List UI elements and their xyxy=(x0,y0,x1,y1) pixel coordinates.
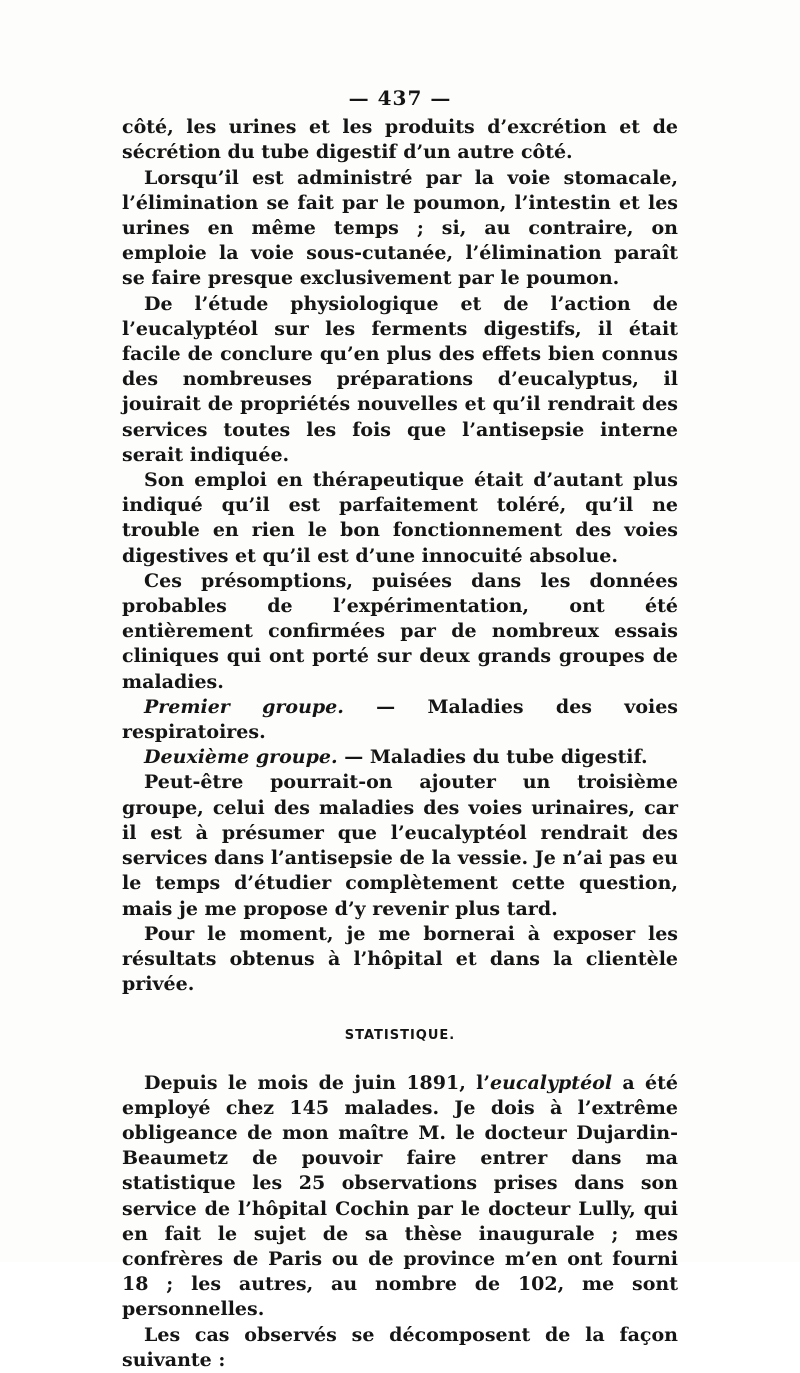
paragraph-presumptions: Ces présomptions, puisées dans les données probables de l’expérimentation, ont été entièrement confirmées par de nombreux essais cliniques qui ont porté sur deux grands groupes de maladies. xyxy=(122,569,678,693)
group-two-text: — Maladies du tube digestif. xyxy=(337,746,648,769)
group-two xyxy=(122,745,678,770)
paragraph-physiology: De l’étude physiologique et de l’action de l’eucalyptéol sur les ferments digestifs, il était facile de conclure qu’en plus des effets bien connus des nombreuses préparations d’eucalyptus, il jouirait de propriétés nouvelles et qu’il rendrait des services toutes les fois que l’antisepsie interne serait indiquée. xyxy=(122,292,678,466)
paragraph-therapeutics: Son emploi en thérapeutique était d’autant plus indiqué qu’il est parfaitement toléré, qu’il ne trouble en rien le bon fonctionnement des voies digestives et qu’il est d’une innocuité absolue. xyxy=(122,469,678,567)
statistics-text-end: a été employé chez 145 malades. Je dois à l’extrême obligeance de mon maître M. le docteur Dujardin-Beaumetz de pouvoir faire entrer dans ma statistique les 25 observations prises dans son service de l’hôpital Cochin par le docteur Lully, qui en fait le sujet de sa thèse inaugurale ; mes confrères de Paris ou de province m’en ont fourni 18 ; les autres, au nombre de 102, me sont personnelles. xyxy=(122,1071,679,1321)
group-one-label: Premier groupe. xyxy=(144,695,344,718)
section-heading: STATISTIQUE. xyxy=(344,1028,456,1044)
paragraph-continuation: côté, les urines et les produits d’excrétion et de sécrétion du tube digestif d’un autre côté. xyxy=(122,116,678,164)
page-number: — 437 — xyxy=(348,86,452,110)
group-one xyxy=(122,695,678,745)
group-one-text: — Maladies des voies respiratoires. xyxy=(122,695,678,744)
statistics-italic-term: eucalyptéol xyxy=(489,1071,613,1094)
statistics-text-start: Depuis le mois de juin 1891, l’ xyxy=(144,1071,490,1094)
paragraph-statistics xyxy=(122,1071,678,1323)
group-two-label: Deuxième groupe. xyxy=(144,746,338,769)
paragraph-cases: Les cas observés se décomposent de la façon suivante : xyxy=(122,1323,678,1371)
paragraph-results: Pour le moment, je me bornerai à exposer les résultats obtenus à l’hôpital et dans la clientèle privée. xyxy=(122,922,678,996)
paragraph-elimination: Lorsqu’il est administré par la voie stomacale, l’élimination se fait par le poumon, l’intestin et les urines en même temps ; si, au contraire, on emploie la voie sous-cutanée, l’élimination paraît se faire presque exclusivement par le poumon. xyxy=(122,166,678,290)
paragraph-third-group: Peut-être pourrait-on ajouter un troisième groupe, celui des maladies des voies urinaires, car il est à présumer que l’eucalyptéol rendrait des services dans l’antisepsie de la vessie. Je n’ai pas eu le temps d’étudier complètement cette question, mais je me propose d’y revenir plus tard. xyxy=(122,771,678,920)
page-text xyxy=(122,86,678,1373)
